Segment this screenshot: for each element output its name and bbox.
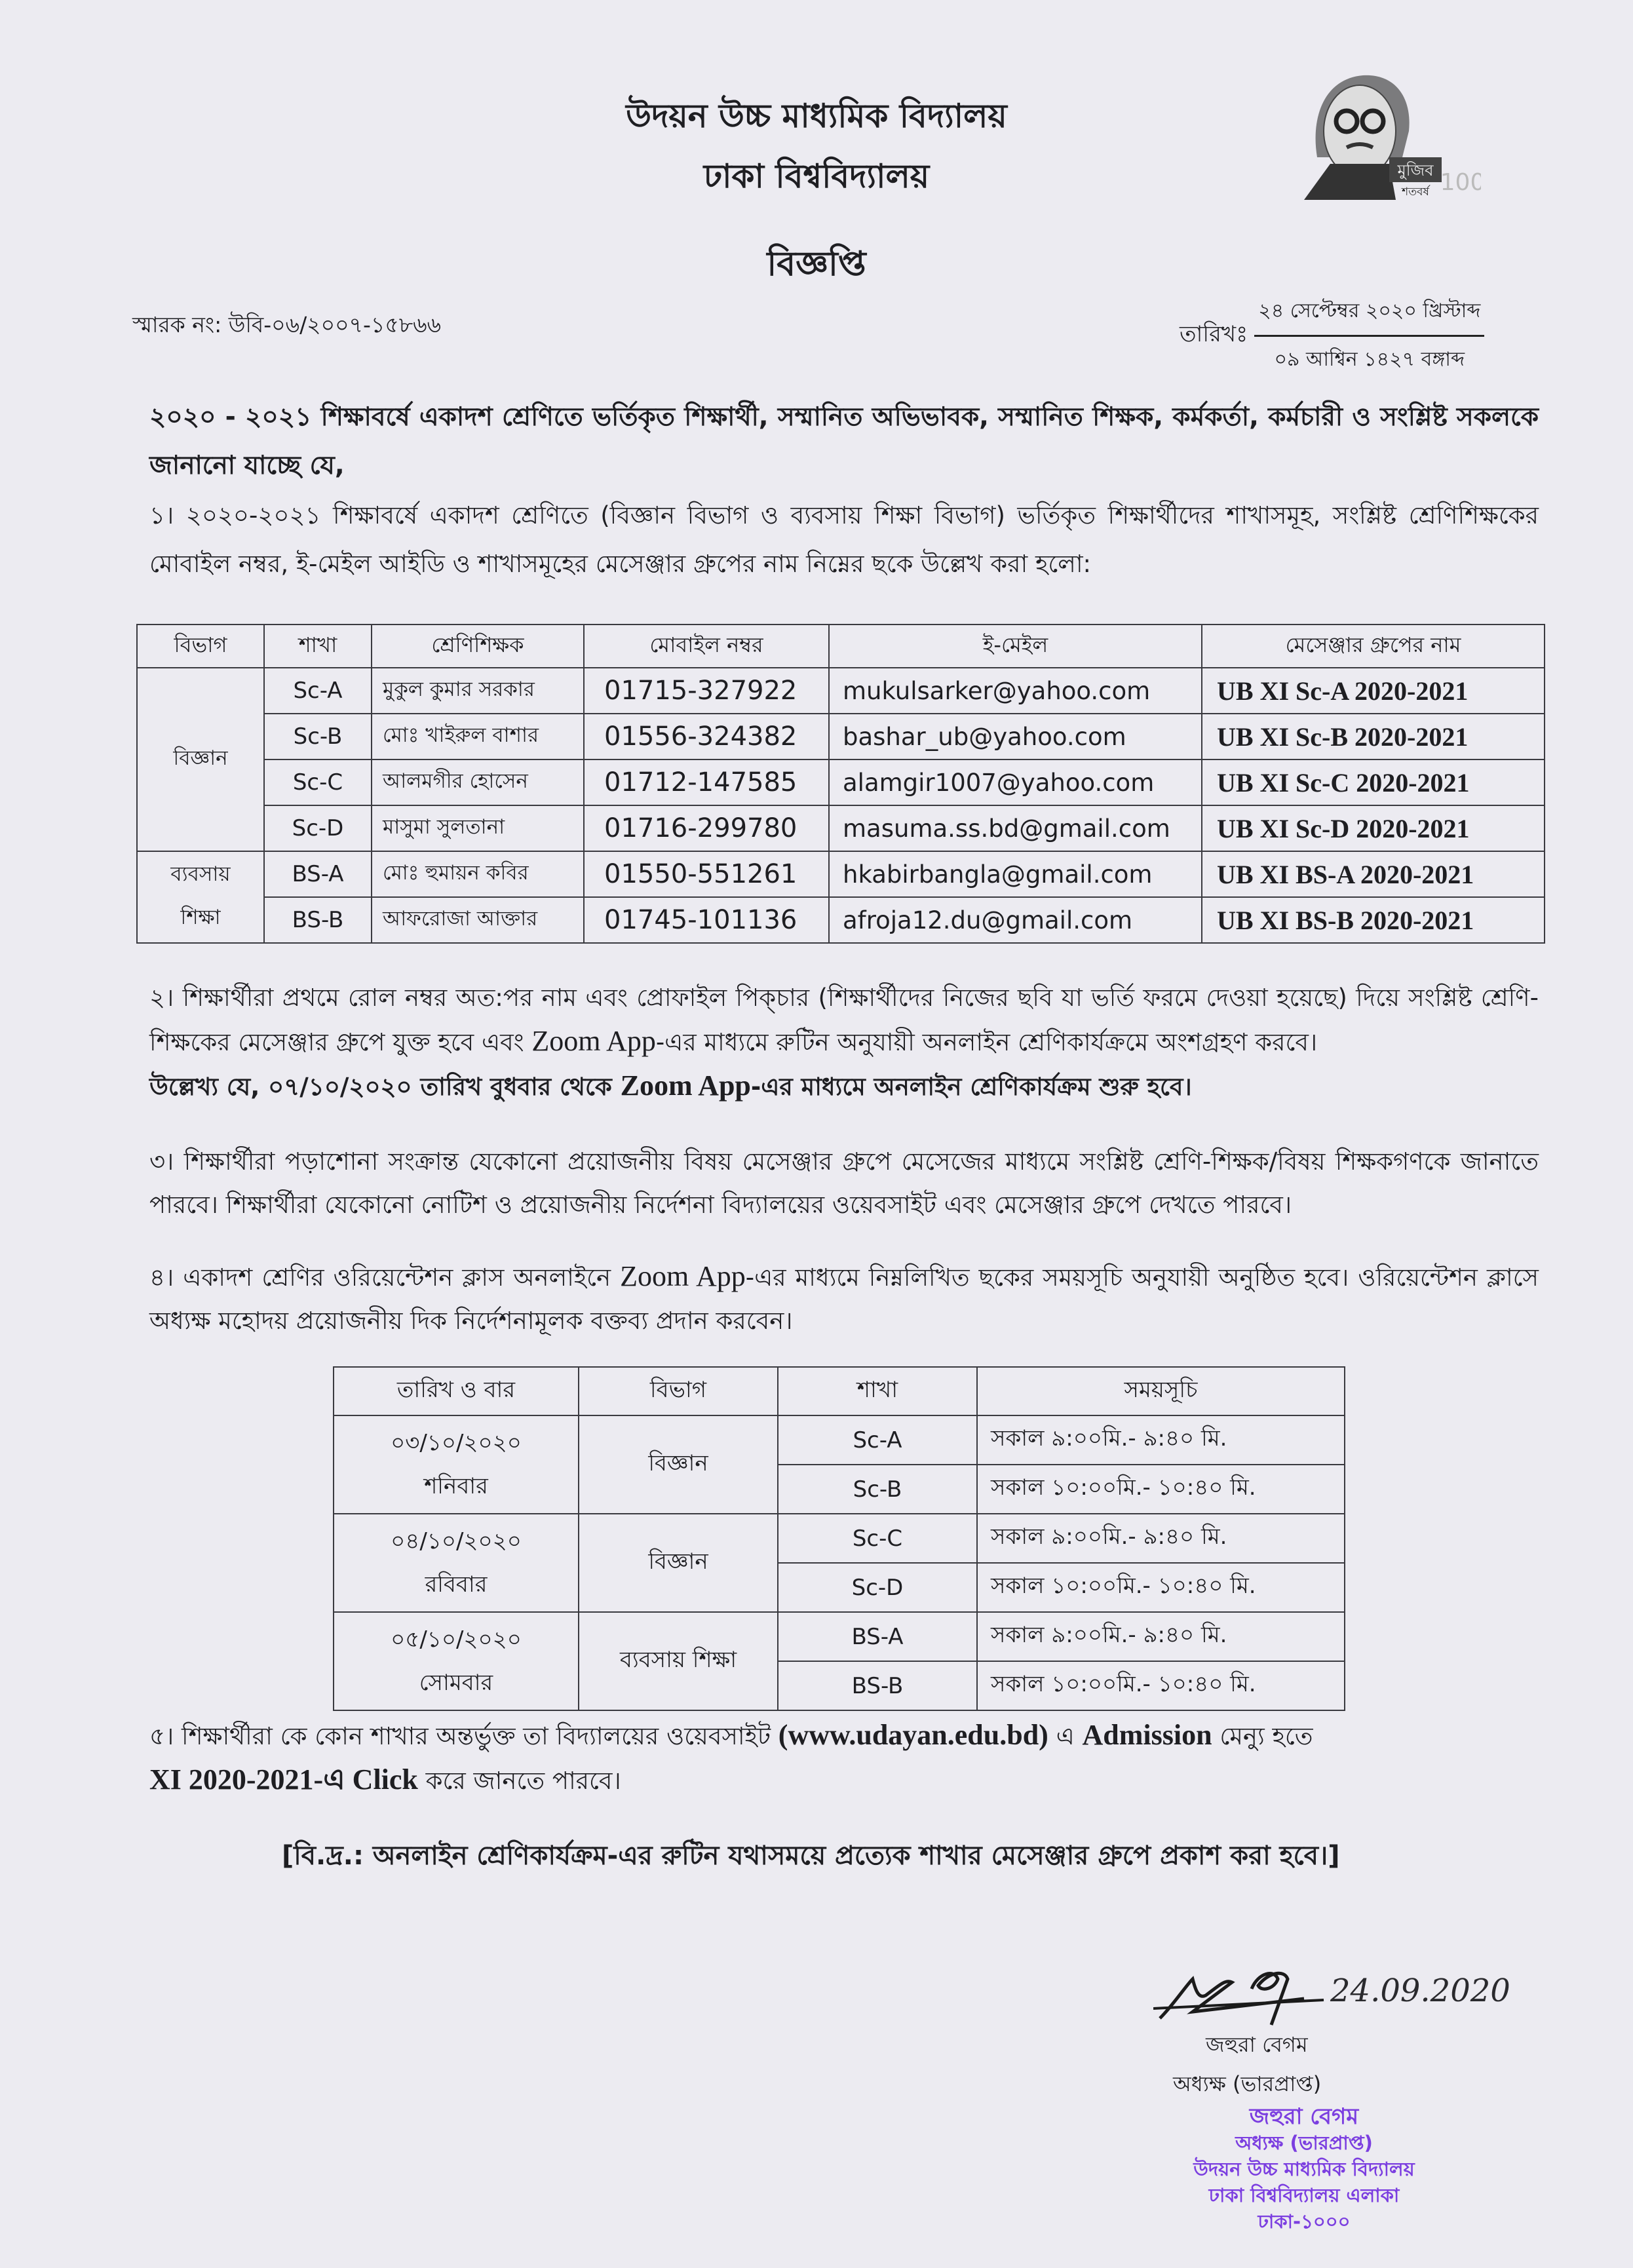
table-row xyxy=(137,759,1545,805)
intro-paragraph: ২০২০ - ২০২১ শিক্ষাবর্ষে একাদশ শ্রেণিতে ভর্তিকৃত শিক্ষার্থী, সম্মানিত অভিভাবক, সম্মানিত শিক্ষক, কর্মকর্তা, কর্মচারী ও সংশ্লিষ্ট সকলকে জানানো যাচ্ছে যে, xyxy=(149,402,1539,480)
signer-title: অধ্যক্ষ (ভারপ্রাপ্ত) xyxy=(1173,2071,1322,2096)
group-cell: UB XI Sc-D 2020-2021 xyxy=(1202,805,1545,851)
time-cell: সকাল ১০:০০মি.- ১০:৪০ মি. xyxy=(977,1661,1345,1710)
teacher-cell: মোঃ হুমায়ন কবির xyxy=(372,851,584,897)
institution-name: উদয়ন উচ্চ মাধ্যমিক বিদ্যালয় xyxy=(626,97,1007,135)
group-cell: UB XI BS-A 2020-2021 xyxy=(1202,851,1545,897)
mobile-cell: 01556-324382 xyxy=(584,714,829,759)
signer-name: জহুরা বেগম xyxy=(1206,2032,1308,2057)
schedule-table xyxy=(333,1366,1345,1711)
xi-click-label: XI 2020-2021-এ Click xyxy=(149,1763,418,1796)
section-cell: Sc-B xyxy=(778,1465,977,1514)
section-cell: BS-B xyxy=(778,1661,977,1710)
paragraph-2 xyxy=(149,976,1539,1109)
table-header-row xyxy=(137,625,1545,668)
time-cell: সকাল ৯:০০মি.- ৯:৪০ মি. xyxy=(977,1415,1345,1465)
table-row xyxy=(137,714,1545,759)
section-cell: Sc-B xyxy=(264,714,372,759)
weekday: রবিবার xyxy=(425,1571,488,1598)
para2-bold-a: উল্লেখ্য যে, ০৭/১০/২০২০ তারিখ বুধবার থেকে xyxy=(149,1073,621,1101)
para2-bold-b: -এর মাধ্যমে অনলাইন শ্রেণিকার্যক্রম শুরু হবে। xyxy=(750,1073,1192,1101)
department-cell xyxy=(137,851,264,943)
group-cell: UB XI Sc-B 2020-2021 xyxy=(1202,714,1545,759)
stamp-line: অধ্যক্ষ (ভারপ্রাপ্ত) xyxy=(1235,2132,1373,2154)
header-section: শাখা xyxy=(778,1367,977,1415)
paragraph-3: ৩। শিক্ষার্থীরা পড়াশোনা সংক্রান্ত যেকোনো প্রয়োজনীয় বিষয় মেসেঞ্জার গ্রুপে মেসেজের মাধ্যমে সংশ্লিষ্ট শ্রেণি-শিক্ষক/বিষয় শিক্ষকগণকে জানাতে পারবে। শিক্ষার্থীরা যেকোনো নোটিশ ও প্রয়োজনীয় নির্দেশনা বিদ্যালয়ের ওয়েবসাইট এবং মেসেঞ্জার গ্রুপে দেখতে পারবে। xyxy=(149,1147,1539,1219)
official-stamp xyxy=(1140,2104,1468,2235)
teacher-cell: মুকুল কুমার সরকার xyxy=(372,668,584,714)
time-cell: সকাল ১০:০০মি.- ১০:৪০ মি. xyxy=(977,1563,1345,1612)
para2-text-a: ২। শিক্ষার্থীরা প্রথমে রোল নম্বর অত:পর নাম এবং প্রোফাইল পিক্চার (শিক্ষার্থীদের নিজের ছবি যা ভর্তি ফরমে দেওয়া হয়েছে) দিয়ে সংশ্লিষ্ট শ্রেণি-শিক্ষকের মেসেঞ্জার গ্রুপে যুক্ত হবে এবং xyxy=(149,984,1539,1056)
header-department: বিভাগ xyxy=(579,1367,778,1415)
group-cell: UB XI Sc-C 2020-2021 xyxy=(1202,759,1545,805)
group-cell: UB XI BS-B 2020-2021 xyxy=(1202,897,1545,943)
stamp-line: উদয়ন উচ্চ মাধ্যমিক বিদ্যালয় xyxy=(1193,2158,1415,2180)
paragraph-4 xyxy=(149,1255,1539,1343)
department-cell: বিজ্ঞান xyxy=(579,1514,778,1612)
weekday: শনিবার xyxy=(424,1473,488,1499)
header-section: শাখা xyxy=(264,625,372,668)
table-header-row xyxy=(334,1367,1345,1415)
header-date-day: তারিখ ও বার xyxy=(334,1367,579,1415)
email-cell[interactable]: afroja12.du@gmail.com xyxy=(829,897,1202,943)
stamp-line: ঢাকা বিশ্ববিদ্যালয় এলাকা xyxy=(1208,2184,1400,2206)
table-row xyxy=(334,1415,1345,1465)
group-cell: UB XI Sc-A 2020-2021 xyxy=(1202,668,1545,714)
section-cell: BS-A xyxy=(264,851,372,897)
section-cell: Sc-A xyxy=(778,1415,977,1465)
department-cell: বিজ্ঞান xyxy=(137,668,264,851)
para5-text-d: করে জানতে পারবে। xyxy=(417,1767,621,1795)
memo-label: স্মারক নং: xyxy=(132,312,222,337)
mobile-cell: 01715-327922 xyxy=(584,668,829,714)
table-row xyxy=(137,897,1545,943)
table-row xyxy=(137,668,1545,714)
svg-text:100: 100 xyxy=(1440,169,1481,196)
teacher-cell: মাসুমা সুলতানা xyxy=(372,805,584,851)
logo-text-bn: মুজিব xyxy=(1397,161,1434,180)
stamp-line: জহুরা বেগম xyxy=(1249,2104,1359,2130)
memo-value: উবি-০৬/২০০৭-১৫৮৬৬ xyxy=(228,312,442,337)
mujib-100-logo-icon xyxy=(1291,59,1481,203)
teacher-cell: আফরোজা আক্তার xyxy=(372,897,584,943)
section-cell: Sc-D xyxy=(778,1563,977,1612)
logo-text-sub: শতবর্ষ xyxy=(1402,185,1429,199)
para4-text-a: ৪। একাদশ শ্রেণির ওরিয়েন্টেশন ক্লাস অনলাইনে xyxy=(149,1263,621,1292)
mobile-cell: 01550-551261 xyxy=(584,851,829,897)
header-email: ই-মেইল xyxy=(829,625,1202,668)
email-cell[interactable]: masuma.ss.bd@gmail.com xyxy=(829,805,1202,851)
memo-number xyxy=(132,308,441,345)
header-department: বিভাগ xyxy=(137,625,264,668)
date: ০৫/১০/২০২০ xyxy=(391,1626,522,1653)
email-cell[interactable]: mukulsarker@yahoo.com xyxy=(829,668,1202,714)
section-cell: Sc-A xyxy=(264,668,372,714)
department-cell: বিজ্ঞান xyxy=(579,1415,778,1514)
date-label: তারিখঃ xyxy=(1180,321,1248,347)
date-block xyxy=(1180,295,1484,377)
date: ০৪/১০/২০২০ xyxy=(391,1528,522,1554)
mobile-cell: 01712-147585 xyxy=(584,759,829,805)
website-link[interactable]: (www.udayan.edu.bd) xyxy=(778,1719,1048,1751)
table-row xyxy=(334,1514,1345,1563)
stamp-line: ঢাকা-১০০০ xyxy=(1258,2210,1351,2233)
handwritten-date: 24.09.2020 xyxy=(1330,1972,1510,2009)
header-teacher: শ্রেণিশিক্ষক xyxy=(372,625,584,668)
time-cell: সকাল ১০:০০মি.- ১০:৪০ মি. xyxy=(977,1465,1345,1514)
para5-text-a: ৫। শিক্ষার্থীরা কে কোন শাখার অন্তর্ভুক্ত তা বিদ্যালয়ের ওয়েবসাইট xyxy=(149,1722,778,1750)
para2-zoom-a: Zoom App xyxy=(531,1025,656,1057)
table-row xyxy=(137,851,1545,897)
date-day-cell xyxy=(334,1415,579,1514)
section-cell: Sc-D xyxy=(264,805,372,851)
date-day-cell xyxy=(334,1514,579,1612)
email-cell[interactable]: hkabirbangla@gmail.com xyxy=(829,851,1202,897)
table-row xyxy=(137,805,1545,851)
time-cell: সকাল ৯:০০মি.- ৯:৪০ মি. xyxy=(977,1514,1345,1563)
header-messenger-group: মেসেঞ্জার গ্রুপের নাম xyxy=(1202,625,1545,668)
footnote: [বি.দ্র.: অনলাইন শ্রেণিকার্যক্রম-এর রুটিন যথাসময়ে প্রত্যেক শাখার মেসেঞ্জার গ্রুপে প্রকাশ করা হবে।] xyxy=(282,1841,1340,1871)
date: ০৩/১০/২০২০ xyxy=(391,1430,522,1456)
teacher-cell: মোঃ খাইরুল বাশার xyxy=(372,714,584,759)
department-line-2: শিক্ষা xyxy=(180,906,221,929)
paragraph-1: ১। ২০২০-২০২১ শিক্ষাবর্ষে একাদশ শ্রেণিতে (বিজ্ঞান বিভাগ ও ব্যবসায় শিক্ষা বিভাগ) ভর্তিকৃত শিক্ষার্থীদের শাখাসমূহ, সংশ্লিষ্ট শ্রেণিশিক্ষকের মোবাইল নম্বর, ই-মেইল আইডি ও শাখাসমূহের মেসেঞ্জার গ্রুপের নাম নিম্নের ছকে উল্লেখ করা হলো: xyxy=(149,501,1539,578)
admission-menu: Admission xyxy=(1082,1719,1212,1751)
para2-text-b: -এর মাধ্যমে রুটিন অনুযায়ী অনলাইন শ্রেণিকার্যক্রমে অংশগ্রহণ করবে। xyxy=(655,1028,1318,1056)
teacher-table xyxy=(136,624,1545,944)
email-cell[interactable]: bashar_ub@yahoo.com xyxy=(829,714,1202,759)
para2-zoom-b: Zoom App xyxy=(620,1069,751,1102)
time-cell: সকাল ৯:০০মি.- ৯:৪০ মি. xyxy=(977,1612,1345,1661)
para5-text-c: মেন্যু হতে xyxy=(1212,1722,1313,1750)
header-schedule: সময়সূচি xyxy=(977,1367,1345,1415)
date-gregorian: ২৪ সেপ্টেম্বর ২০২০ খ্রিস্টাব্দ xyxy=(1254,295,1484,337)
email-cell[interactable]: alamgir1007@yahoo.com xyxy=(829,759,1202,805)
date-bengali: ০৯ আশ্বিন ১৪২৭ বঙ্গাব্দ xyxy=(1274,348,1465,371)
para4-zoom: Zoom App xyxy=(620,1260,746,1292)
paragraph-5 xyxy=(149,1714,1539,1803)
section-cell: Sc-C xyxy=(778,1514,977,1563)
notice-title: বিজ্ঞপ্তি xyxy=(767,244,866,284)
department-line-1: ব্যবসায় xyxy=(170,862,231,886)
date-day-cell xyxy=(334,1612,579,1710)
section-cell: Sc-C xyxy=(264,759,372,805)
para4-text-b: -এর মাধ্যমে নিম্নলিখিত ছকের সময়সূচি অনুযায়ী অনুষ্ঠিত হবে। ওরিয়েন্টেশন ক্লাসে অধ্যক্ষ মহোদয় প্রয়োজনীয় দিক নির্দেশনামূলক বক্তব্য প্রদান করবেন। xyxy=(149,1263,1539,1335)
teacher-cell: আলমগীর হোসেন xyxy=(372,759,584,805)
table-row xyxy=(334,1612,1345,1661)
mobile-cell: 01716-299780 xyxy=(584,805,829,851)
department-cell: ব্যবসায় শিক্ষা xyxy=(579,1612,778,1710)
section-cell: BS-A xyxy=(778,1612,977,1661)
mobile-cell: 01745-101136 xyxy=(584,897,829,943)
institution-subtitle: ঢাকা বিশ্ববিদ্যালয় xyxy=(703,157,930,195)
weekday: সোমবার xyxy=(419,1670,493,1696)
section-cell: BS-B xyxy=(264,897,372,943)
para5-text-b: এ xyxy=(1048,1722,1083,1750)
header-mobile: মোবাইল নম্বর xyxy=(584,625,829,668)
